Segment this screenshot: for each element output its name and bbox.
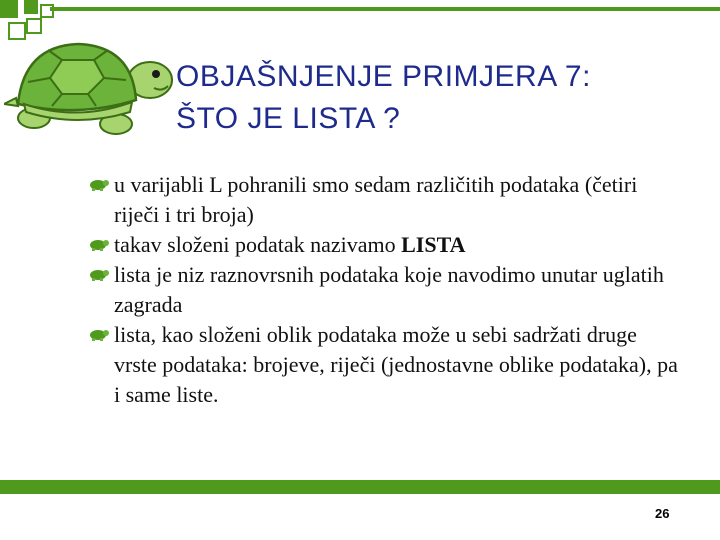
bullet-list [84, 170, 684, 410]
top-rule [50, 7, 720, 11]
turtle-bullet-icon [88, 266, 110, 282]
deco-square [0, 0, 18, 18]
bullet-text: u varijabli L pohranili smo sedam različitih podataka (četiri riječi i tri broja) [114, 172, 638, 227]
turtle-bullet-icon [88, 236, 110, 252]
bullet-text: takav složeni podatak nazivamo [114, 232, 402, 257]
bullet-text: lista, kao složeni oblik podataka može u sebi sadržati druge vrste podataka: brojeve, riječi (jednostavne oblike podataka), pa i same liste. [114, 322, 678, 407]
turtle-bullet-icon [88, 176, 110, 192]
title-line-2: ŠTO JE LISTA ? [176, 102, 401, 135]
turtle-bullet-icon [88, 326, 110, 342]
list-item [84, 230, 684, 260]
title-line-1: OBJAŠNJENJE PRIMJERA 7: [176, 60, 591, 93]
bullet-text: lista je niz raznovrsnih podataka koje navodimo unutar uglatih zagrada [114, 262, 664, 317]
bottom-rule [0, 480, 720, 494]
deco-square [26, 18, 42, 34]
list-item [84, 320, 684, 410]
bullet-bold-term: LISTA [401, 232, 466, 257]
deco-square [24, 0, 38, 14]
list-item [84, 170, 684, 230]
turtle-icon [4, 38, 174, 148]
list-item [84, 260, 684, 320]
slide-title [176, 56, 696, 140]
page-number: 26 [655, 506, 670, 521]
